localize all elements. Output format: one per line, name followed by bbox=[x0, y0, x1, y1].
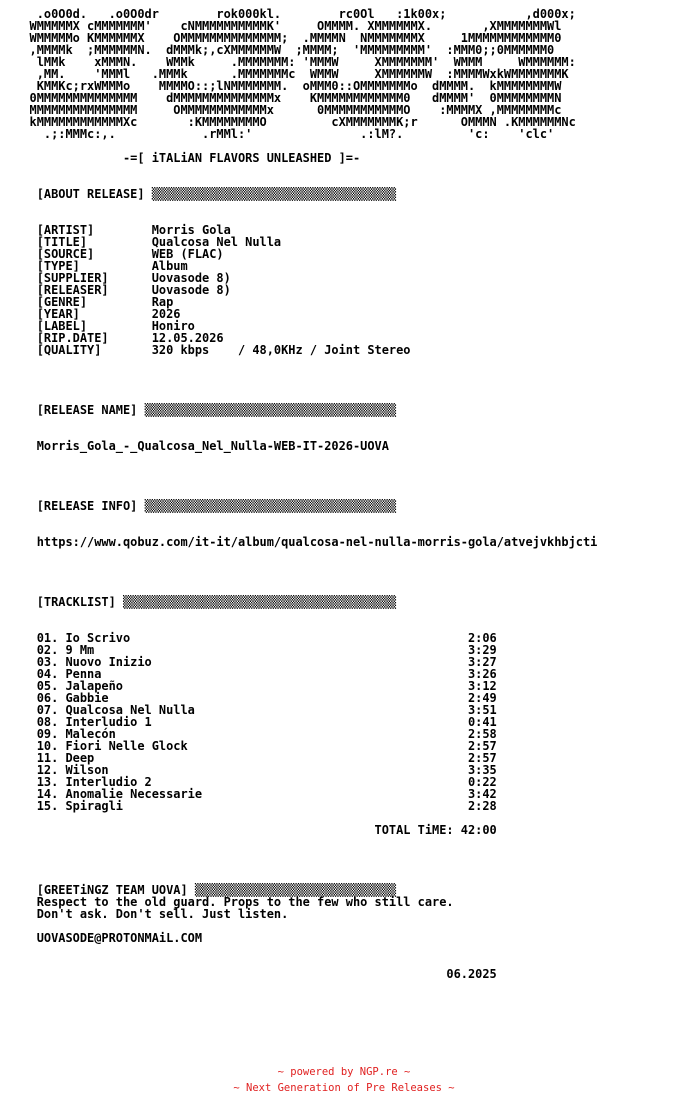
section-release-info-rule: ▒▒▒▒▒▒▒▒▒▒▒▒▒▒▒▒▒▒▒▒▒▒▒▒▒▒▒▒▒▒▒▒▒▒▒ bbox=[144, 499, 397, 513]
section-about-release-rule: ▒▒▒▒▒▒▒▒▒▒▒▒▒▒▒▒▒▒▒▒▒▒▒▒▒▒▒▒▒▒▒▒▒▒ bbox=[151, 187, 397, 201]
about-value: Morris Gola bbox=[151, 223, 231, 237]
footer bbox=[0, 1064, 688, 1096]
track-time: 2:57 bbox=[467, 739, 497, 753]
ascii-logo-line: .o0O0d. .o0O0dr rok000kl. rc0Ol :1k00x; ,d000x; bbox=[8, 7, 576, 21]
about-key: [ARTIST] bbox=[36, 223, 95, 237]
about-value: Uovasode 8) bbox=[151, 271, 231, 285]
track-number: 08. bbox=[36, 715, 59, 729]
track-number: 07. bbox=[36, 703, 59, 717]
track-title: Interludio 1 bbox=[65, 715, 152, 729]
track-time: 3:51 bbox=[467, 703, 497, 717]
track-time: 2:28 bbox=[467, 799, 497, 813]
greetings-line: Don't ask. Don't sell. Just listen. bbox=[36, 907, 289, 921]
total-time-label: TOTAL TiME: bbox=[374, 823, 454, 837]
about-value: Uovasode 8) bbox=[151, 283, 231, 297]
about-value: 320 kbps / 48,0KHz / Joint Stereo bbox=[151, 343, 411, 357]
track-title: Qualcosa Nel Nulla bbox=[65, 703, 195, 717]
about-key: [YEAR] bbox=[36, 307, 80, 321]
ascii-logo-line: KMMKc;rxWMMMo MMMMO::;lNMMMMMMM. oMMM0::OMMMMMMMo dMMMM. kMMMMMMMMW bbox=[8, 79, 562, 93]
track-number: 03. bbox=[36, 655, 59, 669]
about-key: [RELEASER] bbox=[36, 283, 109, 297]
about-key: [GENRE] bbox=[36, 295, 88, 309]
track-number: 15. bbox=[36, 799, 59, 813]
track-time: 3:35 bbox=[467, 763, 497, 777]
section-release-name: [RELEASE NAME] bbox=[36, 403, 138, 417]
track-number: 11. bbox=[36, 751, 59, 765]
about-key: [SUPPLIER] bbox=[36, 271, 109, 285]
track-title: Wilson bbox=[65, 763, 109, 777]
track-time: 3:27 bbox=[467, 655, 497, 669]
track-number: 13. bbox=[36, 775, 59, 789]
footer-powered-by: ~ powered by NGP.re ~ bbox=[277, 1066, 411, 1078]
ascii-logo-line: ,MMMMk ;MMMMMMN. dMMMk;,cXMMMMMMW ;MMMM; 'MMMMMMMMM' :MMM0;;0MMMMMM0 bbox=[8, 43, 555, 57]
about-value: Honiro bbox=[151, 319, 195, 333]
ascii-logo-line: MMMMMMMMMMMMMMM OMMMMMMMMMMMMx 0MMMMMMMMMMMO :MMMMX ,MMMMMMMMc bbox=[8, 103, 562, 117]
release-name: Morris_Gola_-_Qualcosa_Nel_Nulla-WEB-IT-2026-UOVA bbox=[36, 439, 389, 453]
section-about-release: [ABOUT RELEASE] bbox=[36, 187, 145, 201]
track-title: Jalapeño bbox=[65, 679, 123, 693]
track-time: 2:58 bbox=[467, 727, 497, 741]
section-tracklist: [TRACKLIST] bbox=[36, 595, 116, 609]
about-key: [QUALITY] bbox=[36, 343, 102, 357]
track-time: 3:12 bbox=[467, 679, 497, 693]
about-value: WEB (FLAC) bbox=[151, 247, 224, 261]
ascii-logo-line: .;:MMMc:,. .rMMl:' .:lM?. 'c: 'clc' bbox=[8, 127, 555, 141]
about-key: [SOURCE] bbox=[36, 247, 95, 261]
about-value: 12.05.2026 bbox=[151, 331, 224, 345]
track-time: 3:42 bbox=[467, 787, 497, 801]
tagline: -=[ iTALiAN FLAVORS UNLEASHED ]=- bbox=[123, 151, 361, 165]
section-tracklist-rule: ▒▒▒▒▒▒▒▒▒▒▒▒▒▒▒▒▒▒▒▒▒▒▒▒▒▒▒▒▒▒▒▒▒▒▒▒▒▒ bbox=[123, 595, 397, 609]
track-time: 3:29 bbox=[467, 643, 497, 657]
ascii-logo-line: WMMMMMX cMMMMMMM' cNMMMMMMMMMMK' OMMMM. XMMMMMMX. ,XMMMMMMMWl bbox=[8, 19, 562, 33]
about-key: [LABEL] bbox=[36, 319, 88, 333]
track-number: 09. bbox=[36, 727, 59, 741]
track-time: 0:41 bbox=[467, 715, 497, 729]
track-number: 06. bbox=[36, 691, 59, 705]
track-title: Penna bbox=[65, 667, 102, 681]
track-title: Deep bbox=[65, 751, 95, 765]
ascii-logo-line: kMMMMMMMMMMMMXc :KMMMMMMMMO cXMMMMMMMK;r OMMMN .KMMMMMMNc bbox=[8, 115, 576, 129]
track-time: 2:49 bbox=[467, 691, 497, 705]
ascii-logo-line: WMMMMMo KMMMMMMX OMMMMMMMMMMMMMM; .MMMMN NMMMMMMMX 1MMMMMMMMMMMM0 bbox=[8, 31, 562, 45]
track-title: Gabbie bbox=[65, 691, 109, 705]
about-value: Album bbox=[151, 259, 188, 273]
release-url: https://www.qobuz.com/it-it/album/qualcosa-nel-nulla-morris-gola/atvejvkhbjcti bbox=[36, 535, 598, 549]
ascii-logo-line: 0MMMMMMMMMMMMMM dMMMMMMMMMMMMMMx KMMMMMMMMMMMM0 dMMMM' 0MMMMMMMMN bbox=[8, 91, 562, 105]
track-number: 01. bbox=[36, 631, 59, 645]
track-title: Fiori Nelle Glock bbox=[65, 739, 188, 753]
section-release-name-rule: ▒▒▒▒▒▒▒▒▒▒▒▒▒▒▒▒▒▒▒▒▒▒▒▒▒▒▒▒▒▒▒▒▒▒▒ bbox=[144, 403, 397, 417]
section-greetings-rule: ▒▒▒▒▒▒▒▒▒▒▒▒▒▒▒▒▒▒▒▒▒▒▒▒▒▒▒▒ bbox=[194, 883, 397, 897]
track-time: 2:06 bbox=[467, 631, 497, 645]
track-title: Nuovo Inizio bbox=[65, 655, 152, 669]
ascii-logo-line: lMMk xMMMN. WMMk .MMMMMMM: 'MMMW XMMMMMMM' WMMM WMMMMMM: bbox=[8, 55, 576, 69]
about-value: Rap bbox=[151, 295, 174, 309]
section-release-info: [RELEASE INFO] bbox=[36, 499, 138, 513]
about-value: Qualcosa Nel Nulla bbox=[151, 235, 282, 249]
track-title: 9 Mm bbox=[65, 643, 95, 657]
greetings-line: Respect to the old guard. Props to the few who still care. bbox=[36, 895, 454, 909]
track-time: 2:57 bbox=[467, 751, 497, 765]
track-title: Spiragli bbox=[65, 799, 123, 813]
track-number: 05. bbox=[36, 679, 59, 693]
track-time: 0:22 bbox=[467, 775, 497, 789]
track-number: 10. bbox=[36, 739, 59, 753]
about-key: [TYPE] bbox=[36, 259, 80, 273]
about-value: 2026 bbox=[151, 307, 181, 321]
track-title: Io Scrivo bbox=[65, 631, 131, 645]
contact-email: UOVASODE@PROTONMAiL.COM bbox=[36, 931, 203, 945]
track-title: Interludio 2 bbox=[65, 775, 152, 789]
track-title: Malecón bbox=[65, 727, 116, 741]
track-number: 04. bbox=[36, 667, 59, 681]
track-title: Anomalie Necessarie bbox=[65, 787, 203, 801]
about-key: [RIP.DATE] bbox=[36, 331, 109, 345]
track-number: 14. bbox=[36, 787, 59, 801]
ascii-logo-line: ,MM. 'MMMl .MMMk .MMMMMMMc WMMW XMMMMMMW :MMMMWxkWMMMMMMMK bbox=[8, 67, 569, 81]
track-number: 02. bbox=[36, 643, 59, 657]
about-key: [TITLE] bbox=[36, 235, 88, 249]
section-greetings: [GREETiNGZ TEAM UOVA] bbox=[36, 883, 188, 897]
footer-tagline: ~ Next Generation of Pre Releases ~ bbox=[233, 1082, 455, 1094]
release-date: 06.2025 bbox=[446, 967, 497, 981]
total-time-value: 42:00 bbox=[460, 823, 497, 837]
track-number: 12. bbox=[36, 763, 59, 777]
track-time: 3:26 bbox=[467, 667, 497, 681]
nfo-text bbox=[8, 8, 597, 980]
